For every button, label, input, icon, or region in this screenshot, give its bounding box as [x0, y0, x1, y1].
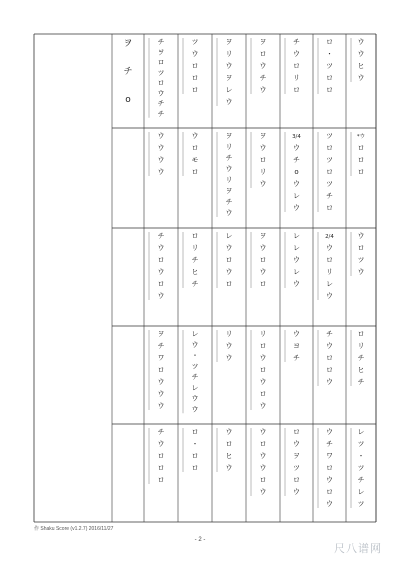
- score-note: ロ: [157, 79, 165, 87]
- score-note: ロ: [225, 256, 233, 264]
- score-note: ウ: [157, 390, 165, 398]
- score-note: ウ: [326, 342, 333, 350]
- score-note: レ: [225, 86, 233, 94]
- label-note: ヲ: [123, 39, 133, 49]
- score-note: ツ: [326, 180, 333, 188]
- score-note: ウ: [326, 428, 333, 436]
- score-note: ツ: [357, 500, 365, 508]
- score-note: ウ: [259, 488, 267, 496]
- score-note: チ: [157, 428, 165, 436]
- score-note: ウ: [293, 256, 300, 264]
- score-note: レ: [191, 330, 199, 338]
- score-note: チ: [191, 280, 199, 288]
- score-note: ロ: [357, 168, 365, 176]
- score-note: 2/4: [325, 234, 334, 240]
- score-note: ウ: [326, 500, 333, 508]
- score-note: ロ: [326, 144, 333, 152]
- score-note: リ: [225, 176, 233, 184]
- score-note: リ: [259, 330, 267, 338]
- score-note: チ: [157, 109, 165, 118]
- score-note: ウ: [293, 330, 300, 338]
- score-note: チ: [259, 74, 267, 82]
- score-note: ウ: [259, 452, 267, 460]
- score-note: ウ: [157, 268, 165, 276]
- score-note: ロ: [191, 144, 199, 152]
- score-note: ウ: [293, 488, 300, 496]
- score-note: レ: [293, 192, 300, 200]
- score-note: レ: [293, 244, 300, 252]
- score-note: ウ: [225, 354, 233, 362]
- score-note: リ: [225, 143, 233, 151]
- score-note: ロ: [259, 342, 267, 350]
- score-note: ウ: [157, 402, 165, 410]
- score-note: ロ: [326, 168, 333, 176]
- score-note: レ: [293, 268, 300, 276]
- score-note: ウ: [357, 50, 365, 58]
- score-note: ロ: [326, 354, 333, 362]
- score-note: ウ: [191, 132, 199, 140]
- score-note: ウ: [225, 244, 233, 252]
- score-note: ロ: [293, 476, 300, 484]
- score-note: ウ: [191, 340, 199, 349]
- score-note: ウ: [357, 38, 365, 46]
- score-note: ツ: [326, 132, 333, 140]
- score-note: レ: [293, 232, 300, 240]
- score-note: ロ: [357, 244, 365, 252]
- score-note: ロ: [191, 86, 199, 94]
- score-note: ロ: [259, 50, 267, 58]
- score-note: o: [294, 168, 299, 176]
- label-note: チ: [123, 67, 133, 77]
- score-note: ロ: [357, 330, 365, 338]
- score-note: ウ: [157, 244, 165, 252]
- score-note: ウ: [225, 62, 233, 70]
- score-note: ロ: [191, 428, 199, 436]
- score-note: チ: [157, 99, 165, 108]
- score-note: ウ: [225, 428, 233, 436]
- score-note: *ウ: [356, 134, 366, 140]
- label-note: o: [125, 95, 131, 105]
- score-note: チ: [225, 198, 233, 206]
- score-note: チ: [357, 476, 365, 484]
- score-note: ウ: [357, 232, 365, 240]
- score-note: ロ: [157, 280, 165, 288]
- score-note: チ: [157, 232, 165, 240]
- score-note: ヲ: [157, 48, 165, 57]
- score-note: ロ: [326, 204, 333, 212]
- score-note: ウ: [259, 464, 267, 472]
- score-note: ロ: [157, 452, 165, 460]
- score-note: ツ: [326, 62, 333, 70]
- score-note: ロ: [157, 464, 165, 472]
- score-notes: [123, 38, 365, 508]
- score-note: ワ: [157, 354, 165, 362]
- score-note: ウ: [259, 62, 267, 70]
- score-note: ツ: [326, 156, 333, 164]
- score-note: ウ: [326, 244, 333, 252]
- score-note: ロ: [225, 280, 233, 288]
- score-note: ウ: [293, 144, 300, 152]
- score-note: ウ: [357, 268, 365, 276]
- score-note: ・: [357, 452, 365, 460]
- score-note: ロ: [259, 390, 267, 398]
- score-note: ロ: [157, 366, 165, 374]
- score-note: リ: [357, 342, 365, 350]
- score-note: ウ: [191, 50, 199, 58]
- score-note: ヲ: [225, 132, 233, 140]
- score-note: ロ: [259, 476, 267, 484]
- score-note: モ: [191, 156, 199, 164]
- score-note: リ: [225, 50, 233, 58]
- score-note: ロ: [191, 74, 199, 82]
- score-note: ロ: [259, 256, 267, 264]
- score-note: ウ: [326, 476, 333, 484]
- score-note: ウ: [259, 428, 267, 436]
- score-note: ヲ: [293, 452, 300, 460]
- score-note: ウ: [157, 440, 165, 448]
- score-note: チ: [191, 373, 199, 381]
- score-note: ロ: [259, 156, 267, 164]
- score-note: ウ: [293, 204, 300, 212]
- score-note: ウ: [225, 165, 233, 173]
- score-note: ウ: [157, 89, 165, 98]
- score-note: ヒ: [225, 452, 233, 460]
- score-note: ウ: [225, 98, 233, 106]
- score-note: ウ: [225, 342, 233, 350]
- score-note: ロ: [293, 62, 300, 70]
- score-note: ウ: [259, 244, 267, 252]
- score-note: ウ: [293, 180, 300, 188]
- score-note: ヲ: [157, 330, 165, 338]
- score-note: ロ: [293, 86, 300, 94]
- score-note: ロ: [357, 156, 365, 164]
- score-note: チ: [225, 154, 233, 162]
- score-note: チ: [293, 156, 300, 164]
- score-note: ウ: [259, 354, 267, 362]
- score-note: リ: [326, 268, 333, 276]
- score-note: ウ: [191, 394, 199, 403]
- score-note: ヲ: [225, 74, 233, 82]
- score-note: ウ: [259, 268, 267, 276]
- score-note: ウ: [293, 280, 300, 288]
- score-note: ロ: [157, 58, 165, 67]
- score-note: ヨ: [293, 342, 300, 350]
- score-note: ロ: [225, 440, 233, 448]
- page-number: - 2 -: [194, 537, 206, 543]
- score-note: チ: [357, 354, 365, 362]
- score-note: ロ: [326, 366, 333, 374]
- score-note: ・: [326, 50, 333, 58]
- score-note: リ: [225, 330, 233, 338]
- score-note: ツ: [191, 38, 199, 46]
- score-note: チ: [157, 342, 165, 350]
- score-note: チ: [157, 38, 165, 46]
- score-note: ウ: [191, 405, 199, 414]
- score-note: ウ: [157, 292, 165, 300]
- score-note: ウ: [259, 86, 267, 94]
- score-note: ロ: [191, 464, 199, 472]
- score-note: チ: [293, 354, 300, 362]
- score-note: レ: [191, 383, 199, 392]
- score-note: レ: [326, 280, 333, 288]
- score-note: ウ: [225, 464, 233, 472]
- score-note: ツ: [357, 440, 365, 448]
- score-note: ロ: [191, 452, 199, 460]
- score-note: ロ: [326, 86, 333, 94]
- score-note: ロ: [357, 144, 365, 152]
- score-note: ロ: [157, 476, 165, 484]
- score-note: ウ: [293, 440, 300, 448]
- score-note: リ: [259, 168, 267, 176]
- score-note: ウ: [225, 268, 233, 276]
- score-note: ツ: [157, 68, 165, 77]
- score-note: ロ: [326, 488, 333, 496]
- score-note: ヲ: [225, 38, 233, 46]
- score-note: チ: [357, 378, 365, 386]
- score-note: ツ: [191, 362, 199, 371]
- score-note: ウ: [157, 378, 165, 386]
- score-note: ワ: [326, 452, 333, 460]
- score-note: ロ: [259, 280, 267, 288]
- score-note: チ: [293, 38, 300, 46]
- footer-credit: 作 Shaku Score (v1.2.7) 2016/11/27: [34, 526, 114, 532]
- score-note: ロ: [157, 256, 165, 264]
- score-note: ツ: [357, 464, 365, 472]
- score-note: レ: [225, 232, 233, 240]
- score-note: レ: [357, 488, 365, 496]
- score-note: チ: [326, 330, 333, 338]
- score-note: ウ: [157, 168, 165, 176]
- score-note: レ: [357, 428, 365, 436]
- score-note: ウ: [225, 209, 233, 217]
- score-note: ロ: [259, 366, 267, 374]
- score-note: ウ: [259, 402, 267, 410]
- score-note: ロ: [191, 62, 199, 70]
- score-note: ウ: [293, 50, 300, 58]
- score-note: ヲ: [225, 187, 233, 195]
- score-note: ツ: [357, 256, 365, 264]
- score-note: ヲ: [259, 132, 267, 140]
- score-note: ウ: [259, 144, 267, 152]
- score-note: ロ: [191, 232, 199, 240]
- score-note: ヒ: [357, 62, 365, 70]
- score-note: ツ: [293, 464, 300, 472]
- score-note: チ: [326, 440, 333, 448]
- score-note: ウ: [157, 144, 165, 152]
- score-note: ロ: [326, 38, 333, 46]
- score-note: ウ: [326, 378, 333, 386]
- score-note: ウ: [157, 156, 165, 164]
- score-note: ロ: [326, 256, 333, 264]
- score-note: ウ: [157, 132, 165, 140]
- score-note: ヒ: [357, 366, 365, 374]
- score-note: ヲ: [259, 232, 267, 240]
- score-note: ロ: [326, 74, 333, 82]
- score-note: チ: [326, 192, 333, 200]
- score-note: ウ: [259, 180, 267, 188]
- score-note: ヒ: [191, 268, 199, 276]
- score-note: ウ: [259, 378, 267, 386]
- score-note: リ: [191, 244, 199, 252]
- score-note: ロ: [293, 428, 300, 436]
- score-grid: [34, 34, 376, 522]
- score-note: ロ: [259, 440, 267, 448]
- score-note: ウ: [357, 74, 365, 82]
- score-note: チ: [191, 256, 199, 264]
- score-note: ヲ: [259, 38, 267, 46]
- score-note: ウ: [326, 292, 333, 300]
- score-note: ロ: [191, 168, 199, 176]
- score-note: ロ: [326, 464, 333, 472]
- score-note: ・: [191, 351, 199, 360]
- score-note: 3/4: [292, 134, 301, 140]
- score-note: ・: [191, 440, 199, 448]
- watermark-logo: 尺八谱网: [334, 542, 382, 555]
- score-note: リ: [293, 74, 300, 82]
